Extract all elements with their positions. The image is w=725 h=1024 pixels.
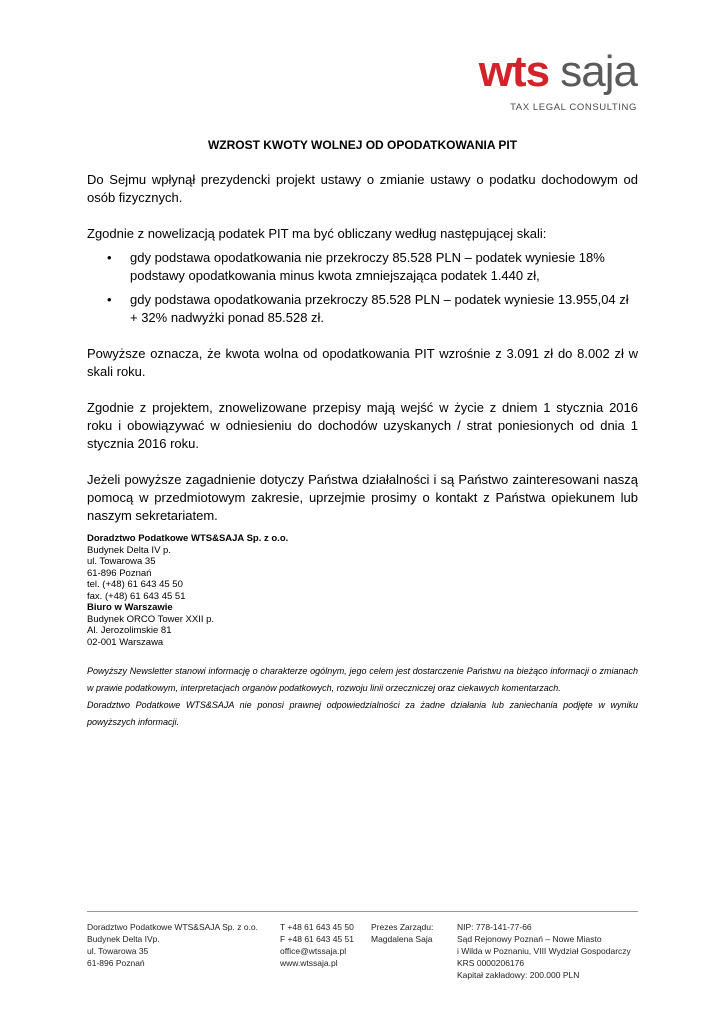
logo-wordmark xyxy=(478,47,637,96)
bullet-list xyxy=(87,249,638,327)
list-item-text: gdy podstawa opodatkowania przekroczy 85.528 PLN – podatek wyniesie 13.955,04 zł + 32% nadwyżki ponad 85.528 zł. xyxy=(130,292,629,325)
footer-fax: F +48 61 643 45 51 xyxy=(280,934,354,944)
list-item-text: gdy podstawa opodatkowania nie przekroczy 85.528 PLN – podatek wyniesie 18% podstawy opodatkowania minus kwota zmniejszająca podatek 1.440 zł, xyxy=(130,250,605,283)
footer-registry-col xyxy=(457,921,631,981)
logo-wts: wts xyxy=(478,47,550,96)
logo-tagline: TAX LEGAL CONSULTING xyxy=(510,102,637,113)
paragraph-result: Powyższe oznacza, że kwota wolna od opodatkowania PIT wzrośnie z 3.091 zł do 8.002 zł w skali roku. xyxy=(87,346,638,379)
address-line: 61-896 Poznań xyxy=(87,567,152,579)
page-title: WZROST KWOTY WOLNEJ OD OPODATKOWANIA PIT xyxy=(207,138,518,152)
bullet-icon: • xyxy=(107,292,112,307)
bullet-icon: • xyxy=(107,250,112,265)
footer-line: Budynek Delta IVp. xyxy=(87,934,160,944)
footer-contact-col xyxy=(280,921,354,969)
fax: fax. (+48) 61 643 45 51 xyxy=(87,590,186,602)
address-line: Al. Jerozolimskie 81 xyxy=(87,625,172,636)
address-line: 02-001 Warszawa xyxy=(87,636,164,648)
footer-line: 61-896 Poznań xyxy=(87,958,145,968)
disclaimer xyxy=(87,663,638,731)
footer-divider xyxy=(87,911,638,912)
disclaimer-general: Powyższy Newsletter stanowi informację o charakterze ogólnym, jego celem jest dostarczenie Państwu na bieżąco informacji o zmianach w prawie podatkowym, interpretacjach organów podatkowych, rozwoju linii orzeczniczej oraz ciekawych komentarzach. xyxy=(87,666,638,693)
footer-email[interactable]: office@wtssaja.pl xyxy=(280,946,347,956)
footer-company-col xyxy=(87,921,258,969)
logo-saja: saja xyxy=(560,47,637,96)
disclaimer-liability: Doradztwo Podatkowe WTS&SAJA nie ponosi prawnej odpowiedzialności za żadne działania lub zaniechania podjęte w wyniku powyższych informacji. xyxy=(87,700,638,727)
footer-line: Prezes Zarządu: xyxy=(371,922,434,932)
footer-line: Magdalena Saja xyxy=(371,934,433,944)
company-address-block xyxy=(87,533,288,648)
paragraph-effective-date: Zgodnie z projektem, znowelizowane przepisy mają wejść w życie z dniem 1 stycznia 2016 roku i obowiązywać w odniesieniu do dochodów uzyskanych / strat poniesionych od dnia 1 stycznia 2016 roku. xyxy=(87,400,638,451)
footer-line: ul. Towarowa 35 xyxy=(87,946,149,956)
address-line: ul. Towarowa 35 xyxy=(87,556,156,567)
footer-website[interactable]: www.wtssaja.pl xyxy=(280,958,338,968)
footer-line: Doradztwo Podatkowe WTS&SAJA Sp. z o.o. xyxy=(87,922,259,932)
list-item xyxy=(87,249,638,285)
paragraph-scale: Zgodnie z nowelizacją podatek PIT ma być obliczany według następującej skali: xyxy=(87,226,547,241)
list-item xyxy=(87,291,638,327)
company-logo xyxy=(467,47,637,116)
company-name: Doradztwo Podatkowe WTS&SAJA Sp. z o.o. xyxy=(87,533,289,544)
footer-line: Kapitał zakładowy: 200.000 PLN xyxy=(457,970,580,980)
footer-line: KRS 0000206176 xyxy=(457,958,525,968)
paragraph-contact: Jeżeli powyższe zagadnienie dotyczy Państwa działalności i są Państwo zainteresowani naszą pomocą w przedmiotowym zakresie, uprzejmie prosimy o kontakt z Państwa opiekunem lub naszym sekretariatem. xyxy=(87,472,638,523)
warsaw-office-title: Biuro w Warszawie xyxy=(87,602,173,613)
footer-line: i Wilda w Poznaniu, VIII Wydział Gospodarczy xyxy=(457,946,631,956)
address-line: Budynek ORCO Tower XXII p. xyxy=(87,613,215,625)
document-body xyxy=(87,171,638,525)
footer-board-col xyxy=(371,921,433,945)
phone: tel. (+48) 61 643 45 50 xyxy=(87,579,183,590)
footer-line: Sąd Rejonowy Poznań – Nowe Miasto xyxy=(457,934,602,944)
footer-phone: T +48 61 643 45 50 xyxy=(280,922,354,932)
paragraph-intro: Do Sejmu wpłynął prezydencki projekt ustawy o zmianie ustawy o podatku dochodowym od osób fizycznych. xyxy=(87,172,638,205)
footer-line: NIP: 778-141-77-66 xyxy=(457,922,532,932)
address-line: Budynek Delta IV p. xyxy=(87,544,171,556)
